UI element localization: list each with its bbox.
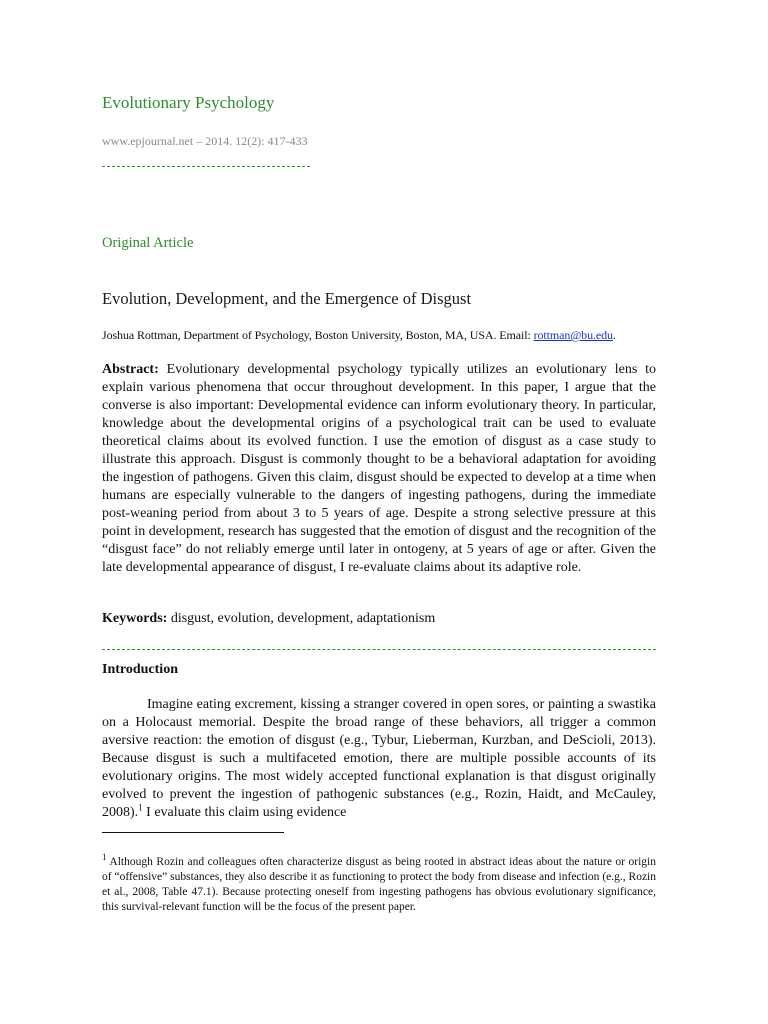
author-affiliation-text: Joshua Rottman, Department of Psychology, Boston University, Boston, MA, USA. Email:: [102, 328, 534, 342]
journal-name: Evolutionary Psychology: [102, 93, 275, 112]
footnote-marker: 1: [102, 852, 107, 863]
section-divider: [102, 649, 656, 650]
keywords-text: disgust, evolution, development, adaptationism: [167, 611, 436, 626]
journal-citation: www.epjournal.net – 2014. 12(2): 417-433: [102, 134, 308, 148]
footnote-divider: [102, 832, 284, 833]
article-type-label: Original Article: [102, 235, 194, 251]
introduction-text-continued: I evaluate this claim using evidence: [142, 805, 347, 820]
footnote: [102, 852, 656, 915]
article-title: Evolution, Development, and the Emergence of Disgust: [102, 289, 472, 308]
abstract-text: Evolutionary developmental psychology typically utilizes an evolutionary lens to explain various phenomena that occur throughout development. In this paper, I argue that the converse is also important: Developmental evidence can inform evolutionary theory. In particular, knowledge about the developmental origins of a psychological trait can be used to evaluate theoretical claims about its evolved function. I use the emotion of disgust as a case study to illustrate this approach. Disgust is commonly thought to be a behavioral adaptation for avoiding the ingestion of pathogens. Given this claim, disgust should be expected to develop at a time when humans are especially vulnerable to the dangers of ingesting pathogens, during the immediate post-weaning period from about 3 to 5 years of age. Despite a strong selective pressure at this point in development, research has suggested that the emotion of disgust and the recognition of the “disgust face” do not reliably emerge until later in ontogeny, at 5 years of age or after. Given the late developmental appearance of disgust, I re-evaluate claims about its adaptive role.: [102, 362, 656, 575]
keywords-label: Keywords:: [102, 611, 168, 626]
introduction-paragraph: [102, 696, 656, 822]
introduction-text: Imagine eating excrement, kissing a stranger covered in open sores, or painting a swastika on a Holocaust memorial. Despite the broad range of these behaviors, all trigger a common aversive reaction: the emotion of disgust (e.g., Tybur, Lieberman, Kurzban, and DeScioli, 2013). Because disgust is such a multifaceted emotion, there are multiple possible accounts of its evolutionary origins. The most widely accepted functional explanation is that disgust originally evolved to prevent the ingestion of pathogenic substances (e.g., Rozin, Haidt, and McCauley, 2008).: [102, 697, 656, 820]
abstract-label: Abstract:: [102, 362, 159, 377]
introduction-heading: Introduction: [102, 662, 178, 677]
abstract: [102, 361, 656, 577]
author-email-link[interactable]: rottman@bu.edu: [533, 328, 613, 342]
keywords: [102, 611, 435, 627]
footnote-reference[interactable]: 1: [138, 802, 143, 813]
author-affiliation: [102, 328, 662, 343]
header-divider: [102, 166, 310, 167]
author-email-suffix: .: [612, 328, 616, 342]
footnote-text: Although Rozin and colleagues often characterize disgust as being rooted in abstract ideas about the nature or origin of “offensive” substances, they also describe it as functioning to protect the body from disease and infection (e.g., Rozin et al., 2008, Table 47.1). Because protecting oneself from ingesting pathogens has obvious evolutionary significance, this survival-relevant function will be the focus of the present paper.: [102, 856, 656, 913]
